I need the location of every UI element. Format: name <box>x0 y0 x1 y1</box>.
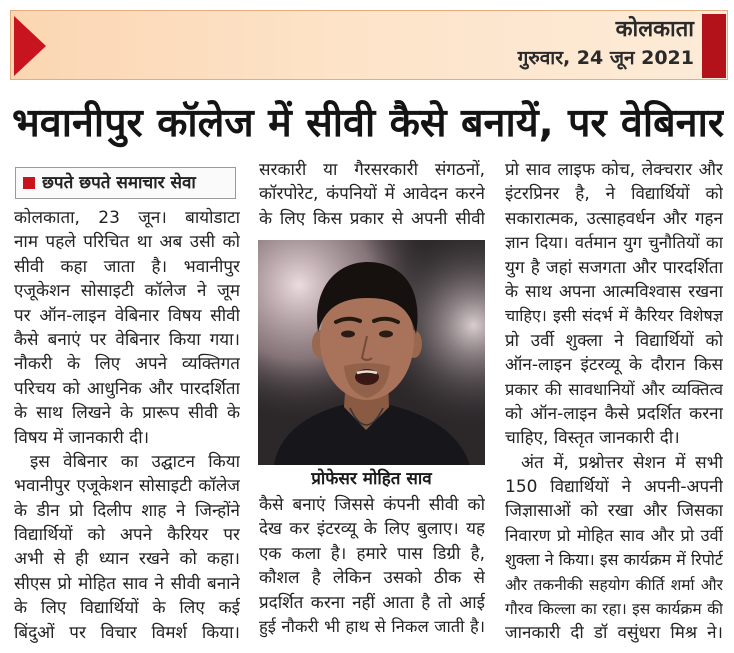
article-text-line: बिंदुओं पर विचार विमर्श किया। <box>14 622 240 643</box>
article-text-line: गौरव किल्ला का रहा। इस कार्यक्रम की <box>505 600 723 619</box>
article-column-2-bottom <box>259 493 485 639</box>
article-text-line: के लिए विद्यार्थियों के लिए कई <box>14 598 240 619</box>
article-text-line: एक कला है। हमारे पास डिग्री है, <box>259 543 485 564</box>
article-text-line: पर ऑन-लाइन वेबिनार विषय सीवी <box>14 305 240 326</box>
article-text-line: प्रकार की सावधानियों और व्यक्तित्व <box>505 379 723 399</box>
red-triangle-marker <box>14 16 46 76</box>
article-text-line: सीवी कहा जाता है। भवानीपुर <box>14 256 240 277</box>
article-text-line: प्रो उर्वी शुक्ला ने विद्यार्थियों को <box>505 330 723 351</box>
article-text-line: सरकारी या गैरसरकारी संगठनों, <box>259 160 485 180</box>
headline: भवानीपुर कॉलेज में सीवी कैसे बनायें, पर वेबिनार <box>12 100 724 146</box>
article-text-line: कौशल है लेकिन उसको ठीक से <box>259 568 485 589</box>
photo-caption: प्रोफेसर मोहित साव <box>311 469 432 489</box>
article-column-2-top <box>259 158 485 231</box>
article-text-line: जिज्ञासाओं को रखा और जिसका <box>505 501 723 522</box>
article-text-line: सीएस प्रो मोहित साव ने सीवी बनाने <box>14 573 240 594</box>
article-text-line: परिचय को आधुनिक और पारदर्शिता <box>14 378 240 399</box>
article-text-line: के डीन प्रो दिलीप शाह ने जिन्होंने <box>14 500 240 521</box>
byline-box <box>15 167 236 199</box>
article-text-line: सकारात्मक, उत्साहवर्धन और गहन <box>505 208 723 229</box>
article-text-line: हुई नौकरी भी हाथ से निकल जाती है। <box>259 616 485 636</box>
right-eye <box>379 331 393 338</box>
article-text-line: चाहिए, विस्तृत जानकारी दी। <box>505 428 680 449</box>
article-text-line: प्रो साव लाइफ कोच, लेक्चरार और <box>505 160 723 180</box>
red-side-block <box>702 14 726 78</box>
red-square-bullet-icon <box>23 177 35 189</box>
article-text-line: ज्ञान दिया। वर्तमान युग चुनौतियों का <box>505 233 723 253</box>
article-text-line: अभी से ही ध्यान रखने को कहा। <box>14 549 240 570</box>
article-text-line: प्रदर्शित करना नहीं आता है तो आई <box>259 592 485 613</box>
article-column-3 <box>505 158 723 646</box>
article-text-line: शुक्ला ने किया। इस कार्यक्रम में रिपोर्ट <box>505 550 723 570</box>
article-text-line: के साथ अपना आत्मविश्वास रखना <box>505 281 723 302</box>
article-text-line: कॉरपोरेट, कंपनियों में आवेदन करने <box>259 184 485 205</box>
portrait-illustration <box>258 240 485 465</box>
article-text-line: कैसे बनाएं पर वेबिनार किया गया। <box>14 329 240 350</box>
article-text-line: के लिए किस प्रकार से अपनी सीवी <box>259 208 485 229</box>
article-text-line: विद्यार्थियों को अपने कैरियर पर <box>14 525 240 546</box>
article-text-line: एजूकेशन सोसाइटी कॉलेज ने जूम <box>14 281 240 302</box>
article-text-line: और तकनीकी सहयोग कीर्ति शर्मा और <box>505 575 723 594</box>
article-text-line: इंटरप्रिनर है, ने विद्यार्थियों को <box>505 184 723 205</box>
header-date: गुरुवार, 24 जून 2021 <box>517 47 694 69</box>
left-eye <box>341 331 355 338</box>
article-text-line: कैसे बनाएं जिससे कंपनी सीवी को <box>259 495 485 515</box>
article-text-line: निवारण प्रो मोहित साव और प्रो उर्वी <box>505 525 723 545</box>
photo-professor <box>258 240 485 465</box>
article-text-line: युग है जहां सजगता और पारदर्शिता <box>505 257 723 278</box>
byline-text: छपते छपते समाचार सेवा <box>42 173 196 193</box>
article-text-line: कोलकाता, 23 जून। बायोडाटा <box>14 208 240 228</box>
article-text-line: इस वेबिनार का उद्घाटन किया <box>30 451 240 472</box>
article-text-line: नौकरी के लिए अपने व्यक्तिगत <box>14 354 240 375</box>
article-text-line: भवानीपुर एजूकेशन सोसाइटी कॉलेज <box>14 476 240 497</box>
header-city: कोलकाता <box>615 17 694 42</box>
article-column-1 <box>14 206 240 645</box>
article-text-line: को ऑन-लाइन कैसे प्रदर्शित करना <box>505 403 723 424</box>
article-text-line: चाहिए। इसी संदर्भ में कैरियर विशेषज्ञ <box>505 306 723 326</box>
article-text-line: के साथ लिखने के प्रारूप सीवी के <box>14 403 240 424</box>
article-text-line: ऑन-लाइन इंटरव्यू के दौरान किस <box>505 355 723 376</box>
article-text-line: 150 विद्यार्थियों ने अपनी-अपनी <box>505 477 723 498</box>
article-text-line: नाम पहले परिचित था अब उसी को <box>14 232 240 253</box>
article-text-line: अंत में, प्रश्नोत्तर सेशन में सभी <box>521 452 723 473</box>
article-text-line: जानकारी दी डॉ वसुंधरा मिश्र ने। <box>505 623 723 644</box>
article-text-line: देख कर इंटरव्यू के लिए बुलाए। यह <box>259 519 485 540</box>
article-text-line: विषय में जानकारी दी। <box>14 427 150 448</box>
